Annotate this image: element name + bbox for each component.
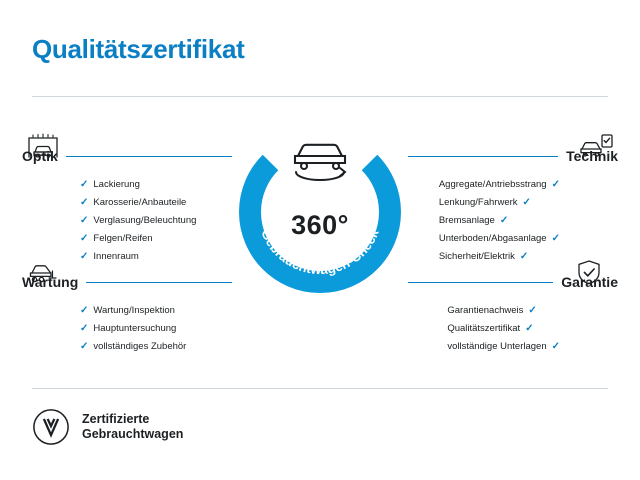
- check-icon: ✓: [528, 305, 537, 316]
- check-icon: ✓: [551, 233, 560, 244]
- list-technik: [439, 176, 560, 266]
- check-icon: ✓: [80, 323, 89, 334]
- list-item: [80, 302, 186, 320]
- list-item-label: Garantienachweis: [447, 305, 524, 316]
- section-header-wartung: [22, 274, 232, 290]
- list-item-label: Sicherheit/Elektrik: [438, 251, 515, 262]
- list-wartung: [80, 302, 186, 356]
- list-item: [80, 194, 196, 212]
- list-item: [80, 212, 196, 230]
- section-rule: [408, 282, 553, 283]
- footer-divider: [32, 388, 608, 389]
- check-icon: ✓: [80, 341, 89, 352]
- check-icon: ✓: [551, 179, 560, 190]
- brand-footer: [32, 408, 183, 446]
- list-item: [439, 176, 560, 194]
- section-label: Optik: [22, 148, 58, 164]
- list-item: [439, 212, 560, 230]
- list-item: [80, 248, 196, 266]
- check-icon: ✓: [551, 341, 560, 352]
- section-rule: [408, 156, 558, 157]
- check-icon: ✓: [80, 251, 89, 262]
- list-item-label: Wartung/Inspektion: [93, 305, 175, 316]
- list-item-label: Qualitätszertifikat: [447, 323, 521, 334]
- section-header-garantie: [408, 274, 618, 290]
- section-header-technik: [408, 148, 618, 164]
- section-label: Garantie: [561, 274, 618, 290]
- check-icon: ✓: [80, 233, 89, 244]
- section-label: Wartung: [22, 274, 79, 290]
- badge-center-text: 360°: [291, 210, 349, 240]
- svg-text:Gebrauchtwagen-Check: Gebrauchtwagen-Check: [258, 226, 382, 278]
- list-item-label: Hauptuntersuchung: [93, 323, 177, 334]
- list-item-label: vollständiges Zubehör: [93, 341, 187, 352]
- section-rule: [86, 282, 232, 283]
- check-icon: ✓: [522, 197, 531, 208]
- list-item-label: Lackierung: [93, 179, 140, 190]
- brand-line-1: Zertifizierte: [82, 412, 150, 426]
- car-360-icon: [280, 130, 360, 182]
- page-title: Qualitätszertifikat: [32, 34, 245, 64]
- list-item: [447, 302, 560, 320]
- list-item-label: vollständige Unterlagen: [447, 341, 547, 352]
- list-optik: [80, 176, 196, 266]
- section-header-optik: [22, 148, 232, 164]
- check-icon: ✓: [499, 215, 509, 226]
- section-rule: [66, 156, 232, 157]
- check-icon: ✓: [80, 197, 89, 208]
- list-item-label: Karosserie/Anbauteile: [93, 197, 187, 208]
- brand-text: [82, 412, 183, 442]
- list-item: [447, 320, 560, 338]
- list-item: [439, 248, 560, 266]
- list-garantie: [447, 302, 560, 356]
- list-item-label: Aggregate/Antriebsstrang: [438, 179, 547, 190]
- title-divider: [32, 96, 608, 97]
- volkswagen-logo-icon: [32, 408, 70, 446]
- list-item-label: Felgen/Reifen: [93, 233, 153, 244]
- list-item: [80, 338, 186, 356]
- check-icon: ✓: [525, 323, 534, 334]
- list-item: [439, 194, 560, 212]
- brand-line-2: Gebrauchtwagen: [82, 427, 184, 441]
- list-item-label: Verglasung/Beleuchtung: [93, 215, 197, 226]
- check-icon: ✓: [80, 305, 89, 316]
- list-item: [80, 176, 196, 194]
- list-item: [80, 230, 196, 248]
- list-item: [447, 338, 560, 356]
- check-badge: [232, 124, 408, 300]
- list-item-label: Bremsanlage: [438, 215, 495, 226]
- check-icon: ✓: [80, 179, 89, 190]
- check-icon: ✓: [80, 215, 89, 226]
- list-item: [439, 230, 560, 248]
- list-item-label: Lenkung/Fahrwerk: [438, 197, 518, 208]
- list-item-label: Innenraum: [93, 251, 139, 262]
- list-item-label: Unterboden/Abgasanlage: [438, 233, 547, 244]
- section-label: Technik: [566, 148, 618, 164]
- check-icon: ✓: [519, 251, 529, 262]
- list-item: [80, 320, 186, 338]
